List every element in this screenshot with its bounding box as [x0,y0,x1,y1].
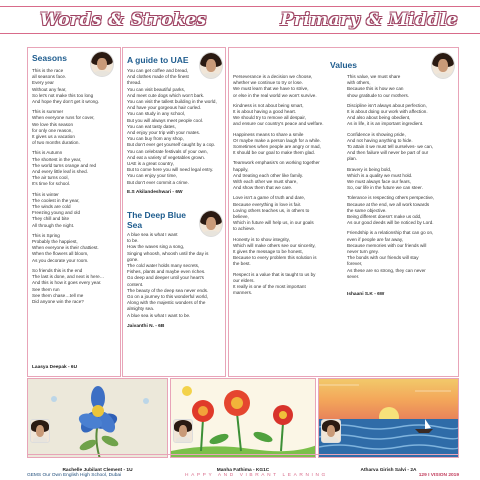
poem-line: Go deep and deeper until your heart's [127,275,204,281]
page-number: 129 I VISION 2019 [418,473,459,478]
poem-line: the best. [233,261,251,267]
poem-line: The air turns cool, [32,175,69,181]
poem-stanza [233,103,345,128]
poem-line: Every year [32,80,54,86]
poem-stanza [347,132,459,163]
poem-line: This is Autumn [32,150,63,156]
poem-line: for only one reason, [32,127,73,133]
poem-stanza [32,150,120,187]
poem-line: Perseverance is a decision we choose, [233,74,313,79]
poem-line: manners. [233,290,253,296]
poem-line: Probably the happiest, [32,239,78,245]
poem-stanza [32,233,120,264]
seasons-poem [32,68,120,309]
poem-line: And treating each other like family. [233,172,304,178]
poem-line: To attain it we must tell ourselves- we can, [347,144,434,150]
poem-line: gone. [127,256,139,262]
poem-line: When the flowers all bloom, [32,251,89,257]
poem-line: But to come here you will need legal entry. [127,167,214,173]
student-photo [30,419,50,443]
poem-stanza [347,167,459,192]
student-photo [173,419,193,443]
poem-line: When everyone is their chattiest. [32,245,99,251]
poem-line: See them run [32,286,60,292]
poem-line: You can eat tasty dates, [127,123,176,129]
poem-line: Tolerance is respecting others perspective, [347,195,435,201]
poem-line: Which will make others see our sincerity, [233,242,316,248]
poem-line: Friendship is a relationship that can go on, [347,230,434,236]
poem-stanza [233,195,345,232]
poem-line: of two months duration. [32,140,80,146]
poem-line: And clothes made of the finest [127,74,189,80]
poem-line: Because memories with our friends will [347,242,427,248]
poem-stanza [347,103,459,128]
poem-line: and ensure our country's peace and welfare. [233,121,324,127]
poem-stanza [233,237,345,268]
poem-line: Freezing young and old [32,210,81,216]
poem-line: Did anyone win the race? [32,298,84,304]
poem-line: This is summer [32,109,64,115]
poem-line: Because this is how we can [347,86,404,92]
poem-line: This is winter [32,191,59,197]
poem-line: never turn grey. [347,249,379,255]
poem-stanza [347,74,459,99]
poem-line: thread. [127,80,142,86]
poem-line: Because to every problem this solution is [233,255,317,261]
poem-line: It's time for school. [32,181,71,187]
poem-line: The beauty of the deep sea never ends. [127,287,209,293]
poem-line: to be. [127,238,139,244]
poem-line: content. [127,281,144,287]
poem-line: We must learn that we have to strive, [233,86,309,92]
student-drawing [170,378,316,458]
poem-line: All through the night. [32,222,75,228]
poem-line: You can celebrate festivals of your own, [127,148,208,154]
poem-line: As our good deeds will be noticed by Lord. [347,220,434,226]
poem-line: We love this season [32,121,74,127]
poem-line: all seasons face. [32,74,67,80]
values-poem-right [347,74,459,284]
poem-line: even if people are far away, [347,236,404,242]
poem-line: You can buy from any shop, [127,136,184,142]
deepblue-heading: The Deep Blue Sea [127,210,187,230]
values-heading: Values [330,60,357,70]
poem-line: Kindness is not about being smart, [233,102,304,108]
poem-line: When everyone runs for cover, [32,115,95,121]
poem-line: It really is one of the most important [233,284,306,290]
poem-line: A blue sea is what I want [127,232,178,237]
poem-line: And not having anything to hide. [347,137,413,143]
poem-line: plan. [347,156,357,162]
poem-line: So friends this is the end [32,267,83,273]
guide-panel [122,47,226,377]
poem-line: And enjoy your trip with your mates. [127,130,201,136]
poem-stanza [347,230,459,280]
poem-line: Discipline isn't always about perfection, [347,102,427,108]
poem-line: And show them that we care. [233,185,293,191]
poem-line: And every little leaf is shed. [32,169,88,175]
poem-line: A blue sea is what I want to be. [127,312,191,318]
poem-line: And hope they don't get it wrong. [32,99,100,105]
values-poem-left [233,74,345,301]
poem-line: As in life, it is an important ingredient. [347,121,424,127]
poem-line: And this is how it goes every year. [32,280,102,286]
student-drawing [27,378,168,458]
poem-line: Loving others teaches us, in others to [233,207,310,213]
seasons-heading: Seasons [32,53,67,63]
poem-line: Being different doesn't make us odd, [347,214,422,220]
poem-line: It gives us a vacation [32,134,75,140]
poem-line: Along with the majestic wonders of the [127,300,206,306]
poem-line: As you decorate your room. [32,257,89,263]
poem-stanza [32,109,120,146]
poem-line: How the waves sing a song, [127,244,185,250]
poem-line: Bravery is being bold, [347,166,392,172]
section-title-right: Primary & Middle [280,10,458,30]
poem-line: It gives the message to be honest, [233,249,303,255]
poem-line: It is about having a good heart. [233,109,297,115]
footer-divider [27,454,459,455]
poem-author: Ishaani S.K - 6W [347,292,385,297]
poem-line: Without any fear, [32,86,67,92]
poem-line: or else in the real world we won't survive. [233,92,317,98]
poem-line: Which in future will help us, in our goals [233,220,314,226]
poem-line: But don't ever get yourself caught by a cop. [127,142,216,148]
poem-line: And have your gorgeous hair curled. [127,105,202,111]
poem-line: So, our life in the future we can steer. [347,185,423,191]
poem-line: The winds are cold [32,204,71,210]
poem-line: You can study in any school, [127,111,186,117]
guide-heading: A guide to UAE [127,55,189,65]
poem-line: to achieve. [233,226,256,232]
poem-line: But you will always meet people cool. [127,117,204,123]
footer-tagline: HAPPY AND VIBRANT LEARNING [185,473,328,478]
poem-line: This is Spring [32,232,60,238]
page-footer [27,473,459,480]
drawing-caption: Rachelle Jubilant Clement - 1U [62,468,133,473]
poem-line: UAE is a great country, [127,161,174,167]
header-stripe [0,6,480,7]
poem-line: Singing whoosh, whoosh until the day is [127,250,209,256]
poem-line: So let's not make this too long [32,92,94,98]
poem-stanza [233,160,345,191]
poem-line: Which is a quality we must hold. [347,172,413,178]
poem-line: Honesty is to show integrity, [233,236,290,242]
poem-line: Because everything in love is fair. [233,201,302,207]
poem-line: And meet cute dogs which won't bark. [127,92,205,98]
poem-line: You can visit the tallest building in the world, [127,99,217,105]
page-header [0,0,480,40]
poem-line: We should try to remove all despair, [233,115,306,121]
poem-line: See them chase…tell me [32,292,84,298]
poem-author: E.S Akilandeshwari - 6W [127,190,183,195]
guide-poem [127,68,227,186]
poem-line: And also about being obedient, [347,115,411,121]
poem-line: You can enjoy your time, [127,173,178,179]
poem-line: With each other we must share, [233,179,298,185]
poem-line: We must always face our fears, [347,179,411,185]
seasons-panel [27,47,121,377]
poem-line: This value, we must share [347,74,401,79]
poem-line: show gratitude to our mothers. [347,92,410,98]
poem-stanza [233,74,345,99]
drawing-caption: Atharva Girish Salvi - 2A [360,468,417,473]
poem-line: Or maybe make a person laugh for a while. [233,137,321,143]
poem-line: sever. [347,273,360,279]
poem-line: The last is done, and next is here… [32,274,105,280]
poem-line: with others, [347,80,371,86]
poem-line: the same objective. [347,207,387,213]
values-panel [228,47,459,377]
poem-line: And then failure will never be part of our [347,150,429,156]
poem-stanza [32,68,120,105]
poem-stanza [233,272,345,297]
student-photo [321,419,341,443]
poem-line: But don't ever commit a crime. [127,179,189,185]
poem-line: And eat a variety of vegetables grown. [127,154,206,160]
poem-author: Jaivanthi N. - 6B [127,324,165,329]
poem-line: Respect is a value that is taught to us by [233,271,316,277]
poem-line: happily, [233,166,249,172]
poem-line: This is the race [32,68,64,73]
poem-stanza [32,268,120,305]
poem-line: It should be our goal to make them glad. [233,150,315,156]
poem-line: almighty sea. [127,306,155,312]
poem-line: You can visit beautiful parks, [127,86,186,92]
poem-line: Go on a journey to this wonderful world, [127,294,208,300]
poem-stanza [347,195,459,226]
poem-line: forever, [347,261,363,267]
poem-line: Fishes, plants and maybe even riches. [127,269,206,275]
poem-stanza [233,132,345,157]
student-drawing [318,378,459,458]
poem-line: The shortest in the year, [32,156,82,162]
poem-line: our elders. [233,277,255,283]
deepblue-poem [127,232,227,319]
header-stripe [0,33,480,34]
poem-line: Happiness means to share a smile [233,131,304,137]
poem-line: Teamwork emphasis's on working together [233,160,320,166]
section-title-left: Words & Strokes [40,10,207,30]
poem-line: The cold water holds many secrets, [127,263,200,269]
school-name: GEMS Our Own English High School, Dubai [27,473,122,478]
poem-line: They chill and bite [32,216,70,222]
drawing-caption: Manha Fathima - KG1C [216,468,270,473]
poem-line: Confidence is showing pride, [347,131,406,137]
poem-author: Laasya Deepak - 6U [32,365,78,370]
poem-line: It is about doing our work with affection. [347,109,428,115]
poem-line: The coolest in the year, [32,197,80,203]
poem-line: As these are so strong, they can never [347,267,426,273]
poem-line: Sometimes when people are angry or mad, [233,144,321,150]
poem-line: You can get coffee and bread, [127,68,189,73]
poem-line: Because at the end, we all work towards [347,201,430,207]
poem-line: The bonds with our friends will stay [347,255,419,261]
poem-stanza [32,192,120,229]
poem-line: whether we continue to try or lose. [233,80,303,86]
poem-line: Love isn't a game of truth and dare, [233,195,306,201]
poem-line: The world turns orange and red [32,162,97,168]
poem-line: believe, [233,214,249,220]
